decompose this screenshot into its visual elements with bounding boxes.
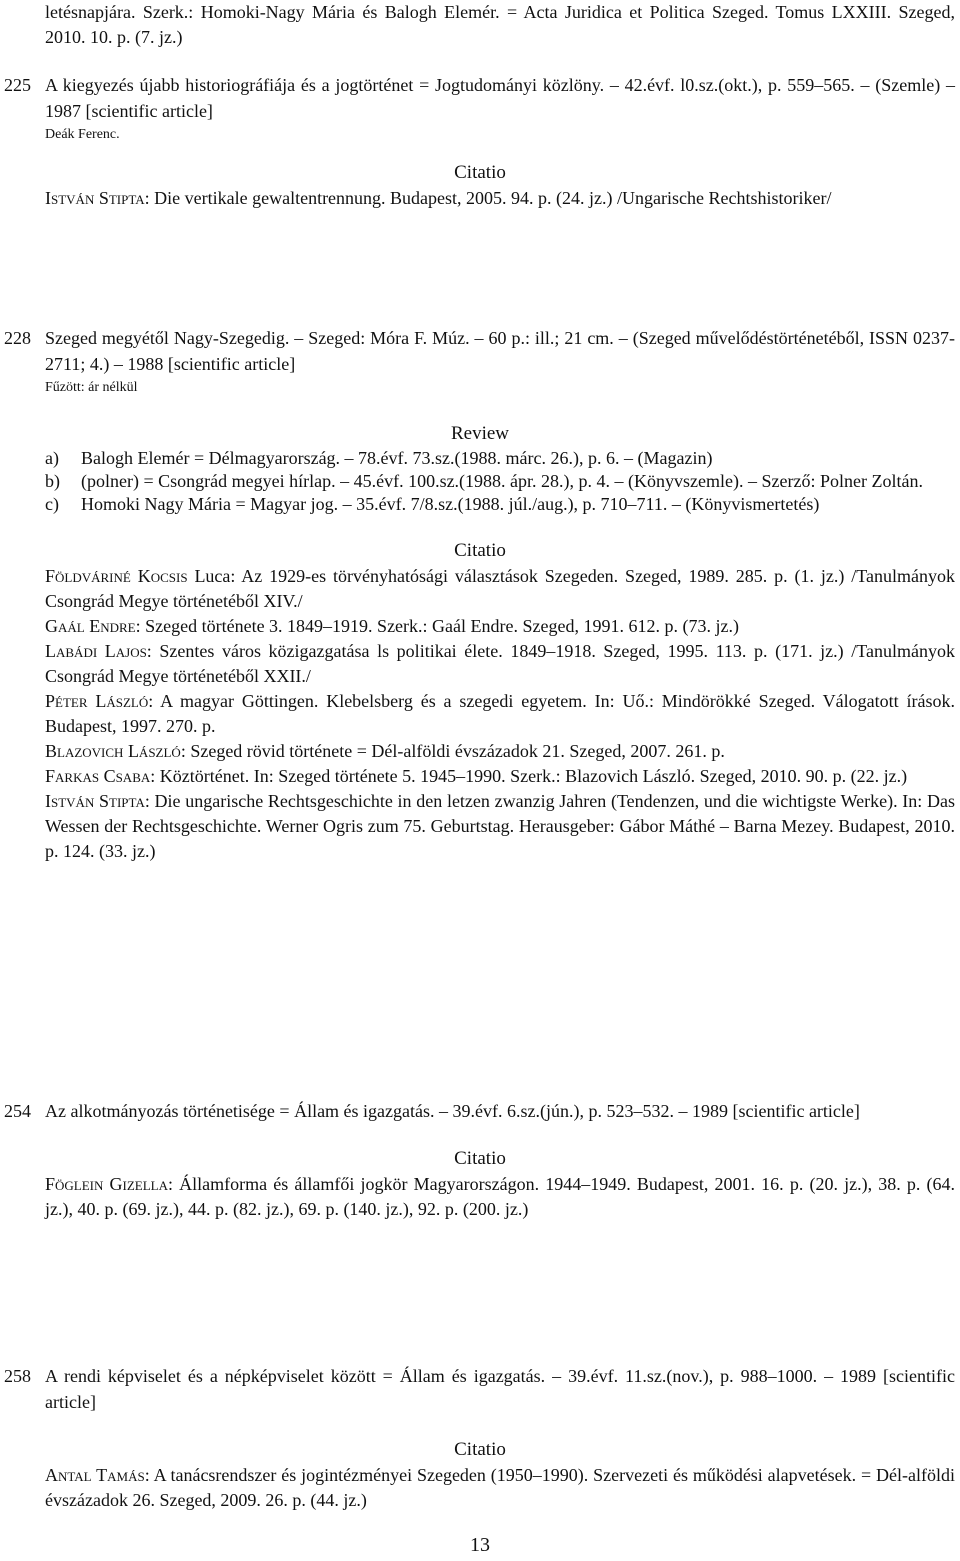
citation-author: Blazovich László: — [45, 741, 186, 761]
citatio-heading: Citatio — [454, 1439, 506, 1460]
entry-note: Deák Ferenc. — [45, 127, 120, 142]
citation-author: István Stipta: — [45, 791, 150, 811]
citation-text: Szeged története 3. 1849–1919. Szerk.: Gaál Endre. Szeged, 1991. 612. p. (73. jz.) — [140, 616, 739, 636]
continuation-paragraph: letésnapjára. Szerk.: Homoki-Nagy Mária és Balogh Elemér. = Acta Juridica et Politica Szeged. Tomus LXXIII. Szeged, 2010. 10. p. (7. jz.) — [45, 2, 955, 47]
review-item — [45, 470, 955, 493]
entry-258 — [0, 1363, 960, 1513]
citatio-heading: Citatio — [454, 540, 506, 561]
entry-body: A rendi képviselet és a népképviselet között = Állam és igazgatás. – 39.évf. 11.sz.(nov.), p. 988–1000. – 1989 [scientific article] — [45, 1366, 955, 1412]
entry-254 — [0, 1098, 960, 1222]
citation-text: Die vertikale gewaltentrennung. Budapest, 2005. 94. p. (24. jz.) /Ungarische Rechtshistoriker/ — [149, 188, 832, 208]
citation-author: Föglein Gizella: — [45, 1174, 174, 1194]
entry-225 — [0, 72, 960, 211]
citation-text: Die ungarische Rechtsgeschichte in den letzen zwanzig Jahren (Tendenzen, und die wichtigste Werke). In: Das Wessen der Rechtsgeschichte. Werner Ogris zum 75. Geburtstag. Herausgeber: Gábor Máthé – Barna Mezey. Budapest, 2010. p. 124. (33. jz.) — [45, 791, 955, 861]
citation-text: Luca: Az 1929-es törvényhatósági választások Szegeden. Szeged, 1989. 285. p. (1. jz.) /Tanulmányok Csongrád Megye történetéből XIV./ — [45, 566, 955, 611]
entry-body: A kiegyezés újabb historiográfiája és a jogtörténet = Jogtudományi közlöny. – 42.évf. l0.sz.(okt.), p. 559–565. – (Szemle) – 1987 [scientific article] — [45, 75, 955, 121]
review-letter: c) — [45, 494, 59, 514]
review-text: Homoki Nagy Mária = Magyar jog. – 35.évf. 7/8.sz.(1988. júl./aug.), p. 710–711. – (Könyvismertetés) — [81, 494, 820, 514]
citation-author: István Stipta: — [45, 188, 150, 208]
citation-item — [45, 739, 955, 764]
citation-item — [45, 639, 955, 689]
review-item — [45, 493, 955, 516]
citation-text: Szeged rövid története = Dél-alföldi évszázadok 21. Szeged, 2007. 261. p. — [185, 741, 725, 761]
review-letter: a) — [45, 448, 59, 468]
citation-item — [45, 1463, 955, 1513]
review-text: (polner) = Csongrád megyei hírlap. – 45.évf. 100.sz.(1988. ápr. 28.), p. 4. – (Könyvszemle). – Szerző: Polner Zoltán. — [81, 471, 923, 491]
citation-text: A magyar Göttingen. Klebelsberg és a szegedi egyetem. In: Uő.: Mindörökké Szeged. Válogatott írások. Budapest, 1997. 270. p. — [45, 691, 956, 736]
entry-228 — [0, 325, 960, 864]
entry-body: Az alkotmányozás történetisége = Állam és igazgatás. – 39.évf. 6.sz.(jún.), p. 523–532. – 1989 [scientific article] — [45, 1101, 860, 1121]
review-text: Balogh Elemér = Délmagyarország. – 78.évf. 73.sz.(1988. márc. 26.), p. 6. – (Magazin) — [81, 448, 713, 468]
citation-item — [45, 1172, 955, 1222]
entry-number: 228 — [4, 328, 31, 348]
review-item — [45, 447, 955, 470]
citation-author: Labádi Lajos: — [45, 641, 152, 661]
citation-author: Farkas Csaba: — [45, 766, 156, 786]
review-heading: Review — [450, 423, 510, 444]
citation-item — [45, 764, 955, 789]
entry-number: 254 — [4, 1101, 31, 1121]
citatio-heading: Citatio — [454, 162, 506, 183]
entry-number: 225 — [4, 75, 31, 95]
citation-item — [45, 689, 955, 739]
citation-item — [45, 614, 955, 639]
citation-author: Földváriné Kocsis — [45, 566, 188, 586]
citation-author: Antal Tamás: — [45, 1465, 150, 1485]
citation-item — [45, 789, 955, 864]
citation-author: Gaál Endre: — [45, 616, 141, 636]
citation-item — [45, 186, 955, 211]
citation-text: Szentes város közigazgatása ls politikai élete. 1849–1918. Szeged, 1995. 113. p. (171. jz.) /Tanulmányok Csongrád Megye történetéből XXII./ — [45, 641, 955, 686]
entry-note: Fűzött: ár nélkül — [45, 380, 138, 395]
citation-text: Államforma és államfői jogkör Magyarországon. 1944–1949. Budapest, 2001. 16. p. (20. jz.), 38. p. (64. jz.), 40. p. (69. jz.), 44. p. (82. jz.), 69. p. (140. jz.), 92. p. (200. jz.) — [45, 1174, 955, 1219]
citation-author: Péter László: — [45, 691, 154, 711]
citation-text: A tanácsrendszer és jogintézményei Szegeden (1950–1990). Szervezeti és működési alapvetések. = Dél-alföldi évszázadok 26. Szeged, 2009. 26. p. (44. jz.) — [45, 1465, 955, 1510]
review-letter: b) — [45, 471, 60, 491]
entry-body: Szeged megyétől Nagy-Szegedig. – Szeged: Móra F. Múz. – 60 p.: ill.; 21 cm. – (Szeged művelődéstörténetéből, ISSN 0237-2711; 4.) – 1988 [scientific article] — [45, 328, 955, 374]
citatio-heading: Citatio — [454, 1148, 506, 1169]
entry-number: 258 — [4, 1366, 31, 1386]
citation-text: Köztörténet. In: Szeged története 5. 1945–1990. Szerk.: Blazovich László. Szeged, 2010. 90. p. (22. jz.) — [155, 766, 908, 786]
page-number: 13 — [470, 1534, 490, 1556]
citation-item — [45, 564, 955, 614]
